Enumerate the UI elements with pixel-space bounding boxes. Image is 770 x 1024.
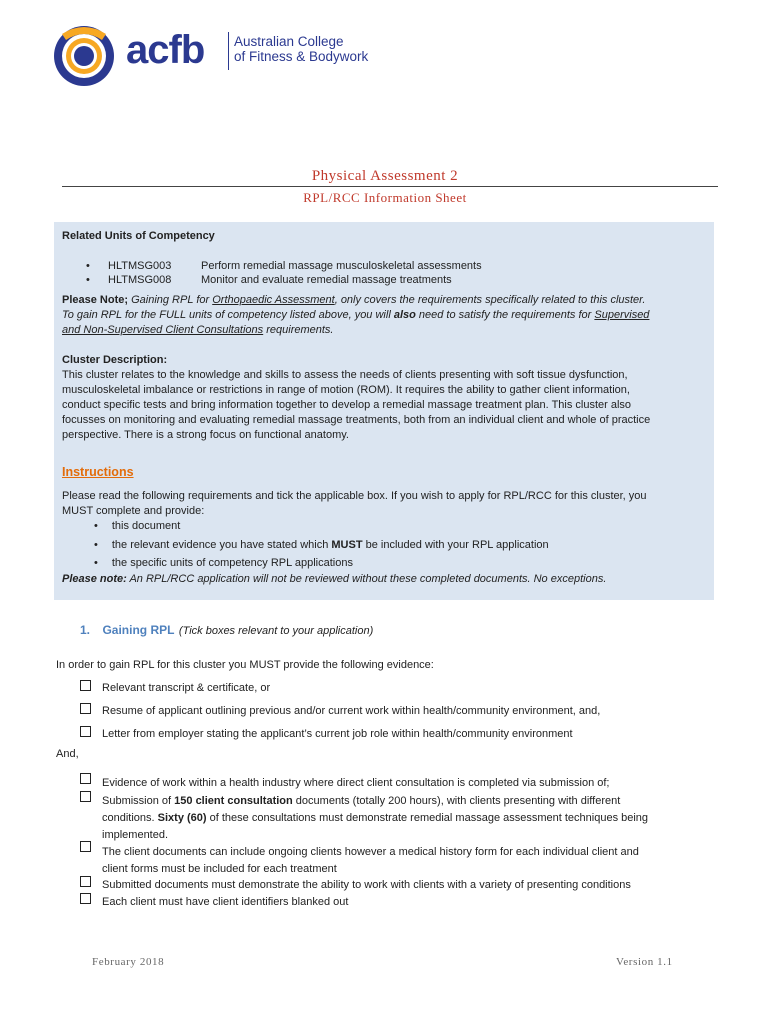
acfb-logo — [48, 22, 408, 88]
logo-line-2: of Fitness & Bodywork — [234, 49, 369, 64]
unit-code: HLTMSG003 — [108, 260, 172, 272]
item-text: documents (totally 200 hours), with clients presenting with different — [292, 795, 621, 807]
evidence-item: Letter from employer stating the applicant’s current job role within health/community environment — [102, 728, 573, 740]
and-label: And, — [56, 748, 79, 760]
instructions-line: MUST complete and provide: — [62, 505, 205, 517]
cluster-description — [62, 368, 712, 443]
item-text: client forms must be included for each treatment — [102, 863, 337, 875]
bullet-text: this document — [111, 520, 181, 532]
logo-college-name — [234, 34, 368, 64]
evidence-item: Evidence of work within a health industry where direct client consultation is completed via submission of; — [102, 777, 610, 789]
logo-divider — [228, 32, 229, 70]
logo-line-1: Australian College — [234, 34, 344, 49]
unit-item-1 — [86, 259, 482, 274]
bullet-text: the specific units of competency RPL applications — [111, 557, 353, 569]
bullet-dot: • — [94, 539, 98, 551]
note-text: To gain RPL for the FULL units of competency listed above, you will — [62, 309, 394, 321]
footer-version: Version 1.1 — [616, 956, 673, 968]
section-number: 1. — [80, 623, 91, 637]
bullet-dot: • — [86, 260, 90, 272]
checkbox-variety[interactable] — [80, 876, 91, 887]
unit-desc: Perform remedial massage musculoskeletal assessments — [201, 260, 482, 272]
page-title: Physical Assessment 2 — [311, 168, 459, 184]
supervised-link-cont[interactable]: and Non-Supervised Client Consultations — [62, 324, 264, 336]
cluster-heading: Cluster Description: — [62, 354, 168, 366]
bullet-dot: • — [86, 274, 90, 286]
section-title: Gaining RPL — [102, 623, 175, 637]
checkbox-client-documents[interactable] — [80, 841, 91, 852]
bullet-emphasis: MUST — [331, 539, 363, 551]
checkbox-consultations[interactable] — [80, 791, 91, 802]
evidence-item-consultations — [102, 793, 648, 844]
evidence-item: Submitted documents must demonstrate the ability to work with clients with a variety of presenting conditions — [102, 879, 631, 891]
supervised-link[interactable]: Supervised — [594, 309, 650, 321]
units-heading: Related Units of Competency — [62, 230, 215, 242]
logo-wordmark: acfb — [126, 28, 205, 72]
evidence-item: Each client must have client identifiers blanked out — [102, 896, 349, 908]
checkbox-transcript[interactable] — [80, 680, 91, 691]
section-1-heading — [80, 621, 373, 639]
evidence-item-client-docs — [102, 844, 639, 878]
item-text: conditions. — [102, 812, 158, 824]
cluster-line: conduct specific tests and bring information together to develop a remedial massage treatment plan. This cluster also — [62, 399, 632, 411]
evidence-item: Resume of applicant outlining previous and/or current work within health/community environment, and, — [102, 705, 601, 717]
note-emphasis: also — [393, 309, 416, 321]
please-note-label: Please note: — [62, 573, 127, 585]
cluster-line: perspective. There is a strong focus on functional anatomy. — [62, 429, 349, 441]
item-text: The client documents can include ongoing clients however a medical history form for each individual client and — [102, 846, 639, 858]
note-text: Gaining RPL for — [128, 294, 213, 306]
checkbox-resume[interactable] — [80, 703, 91, 714]
checkbox-work-evidence[interactable] — [80, 773, 91, 784]
checkbox-employer-letter[interactable] — [80, 726, 91, 737]
cluster-line: focusses on monitoring and evaluating remedial massage treatments, both from an individual client and whole of practice — [62, 414, 651, 426]
item-emphasis: Sixty (60) — [157, 812, 207, 824]
bullet-dot: • — [94, 520, 98, 532]
item-emphasis: 150 client consultation — [174, 795, 293, 807]
bullet-dot: • — [94, 557, 98, 569]
evidence-intro: In order to gain RPL for this cluster you MUST provide the following evidence: — [56, 659, 434, 671]
item-text: Submission of — [102, 795, 175, 807]
note-text: need to satisfy the requirements for — [415, 309, 595, 321]
bullet-text: be included with your RPL application — [362, 539, 549, 551]
instructions-text — [62, 489, 712, 519]
checkbox-identifiers[interactable] — [80, 893, 91, 904]
note-paragraph — [62, 293, 712, 338]
instructions-bullet-3 — [94, 556, 353, 571]
title-divider — [62, 186, 718, 187]
section-hint: (Tick boxes relevant to your application) — [178, 625, 374, 637]
instructions-bullet-1 — [94, 519, 180, 534]
instructions-line: Please read the following requirements and tick the applicable box. If you wish to apply for RPL/RCC for this cluster, you — [62, 490, 647, 502]
bullet-text: the relevant evidence you have stated which — [111, 539, 332, 551]
note-label: Please Note; — [62, 294, 129, 306]
item-text: of these consultations must demonstrate remedial massage assessment techniques being — [206, 812, 649, 824]
item-text: implemented. — [102, 829, 169, 841]
footer-date: February 2018 — [92, 956, 165, 968]
page-subtitle: RPL/RCC Information Sheet — [303, 190, 467, 205]
please-note-line — [62, 572, 606, 587]
unit-code: HLTMSG008 — [108, 274, 172, 286]
instructions-bullet-2 — [94, 538, 549, 553]
note-text: requirements. — [263, 324, 334, 336]
note-text: , only covers the requirements specifically related to this cluster. — [334, 294, 646, 306]
unit-desc: Monitor and evaluate remedial massage treatments — [201, 274, 452, 286]
instructions-heading: Instructions — [62, 465, 134, 479]
orthopaedic-link[interactable]: Orthopaedic Assessment — [212, 294, 335, 306]
evidence-item: Relevant transcript & certificate, or — [102, 682, 271, 694]
cluster-line: musculoskeletal imbalance or restrictions in range of motion (ROM). It requires the ability to gather client information, — [62, 384, 630, 396]
cluster-line: This cluster relates to the knowledge and skills to assess the needs of clients presenting with soft tissue dysfunction, — [62, 369, 628, 381]
unit-item-2 — [86, 273, 452, 288]
please-note-text: An RPL/RCC application will not be reviewed without these completed documents. No exceptions. — [126, 573, 607, 585]
